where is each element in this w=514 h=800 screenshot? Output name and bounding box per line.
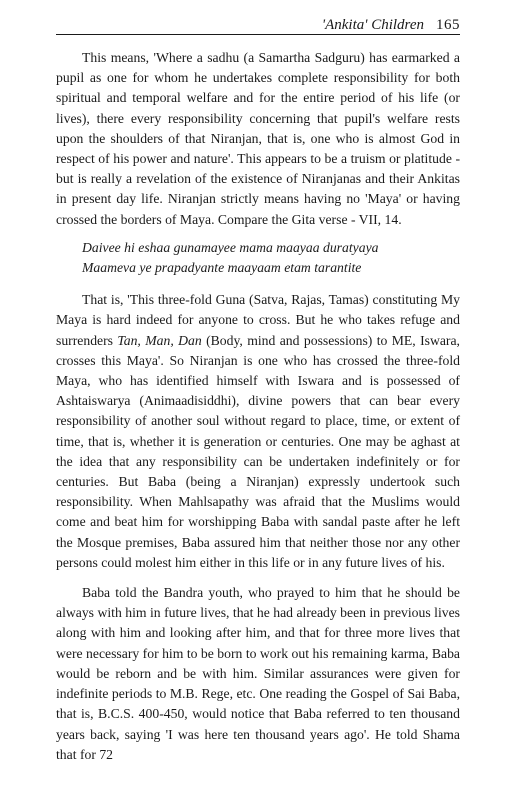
page-body: [56, 48, 460, 765]
paragraph: [56, 290, 460, 573]
paragraph: Baba told the Bandra youth, who prayed to him that he should be always with him in future lives, that he had already been in previous lives along with him and looking after him, and that for three more lives that were necessary for him to be born to work out his remaining karma, Baba would be reborn and be with him. Similar assurances were given for indefinite periods to M.B. Rege, etc. One reading the Gospel of Sai Baba, that is, B.C.S. 400-450, would notice that Baba referred to ten thousand years back, saying 'I was here ten thousand years ago'. He told Shama that for 72: [56, 585, 460, 762]
italic-phrase: Tan, Man, Dan: [117, 332, 202, 348]
page-number: 165: [436, 17, 460, 33]
running-header: [56, 12, 460, 35]
paragraph: This means, 'Where a sadhu (a Samartha Sadguru) has earmarked a pupil as one for whom he undertakes complete responsibility for both spiritual and temporal welfare and for the entire period of his life (or lives), there every responsibility concerning that pupil's welfare rests upon the shoulders of that Niranjan, that is, one who is almost God in respect of his power and nature'. This appears to be a truism or platitude - but is really a revelation of the existence of Niranjanas and their Ankitas in present day life. Niranjan strictly means having no 'Maya' or having crossed the borders of Maya. Compare the Gita verse - VII, 14.: [56, 50, 460, 227]
paragraph-text: (Body, mind and possessions) to ME, Iswara, crosses this Maya'. So Niranjan is one who has crossed the three-fold Maya, who has identified himself with Iswara and is possessed of Ashtaiswarya (Animaadisiddhi), divine powers that can bear every responsibility of another soul without regard to place, time, or extent of time, that is, whether it is generation or centuries. One may be aghast at the idea that any responsibility can be undertaken indefinitely or for centuries. But Baba (being a Niranjan) expressly undertook such responsibility. When Mahlsapathy was afraid that the Muslims would come and beat him for worshipping Baba with sandal paste after he left the Mosque premises, Baba assured him that neither those nor any other persons could molest him either in this life or in any future lives of his.: [56, 332, 460, 570]
gita-verse: [82, 238, 460, 278]
chapter-title: 'Ankita' Children: [321, 17, 424, 33]
verse-line: Maameva ye prapadyante maayaam etam tarantite: [82, 260, 362, 276]
paragraph-text: That is, 'This three-fold Guna (Satva, Rajas, Tamas) constituting My Maya is hard indeed for anyone to cross. But he who takes refuge and surrenders: [56, 292, 460, 348]
verse-line: Daivee hi eshaa gunamayee mama maayaa duratyaya: [82, 239, 379, 255]
